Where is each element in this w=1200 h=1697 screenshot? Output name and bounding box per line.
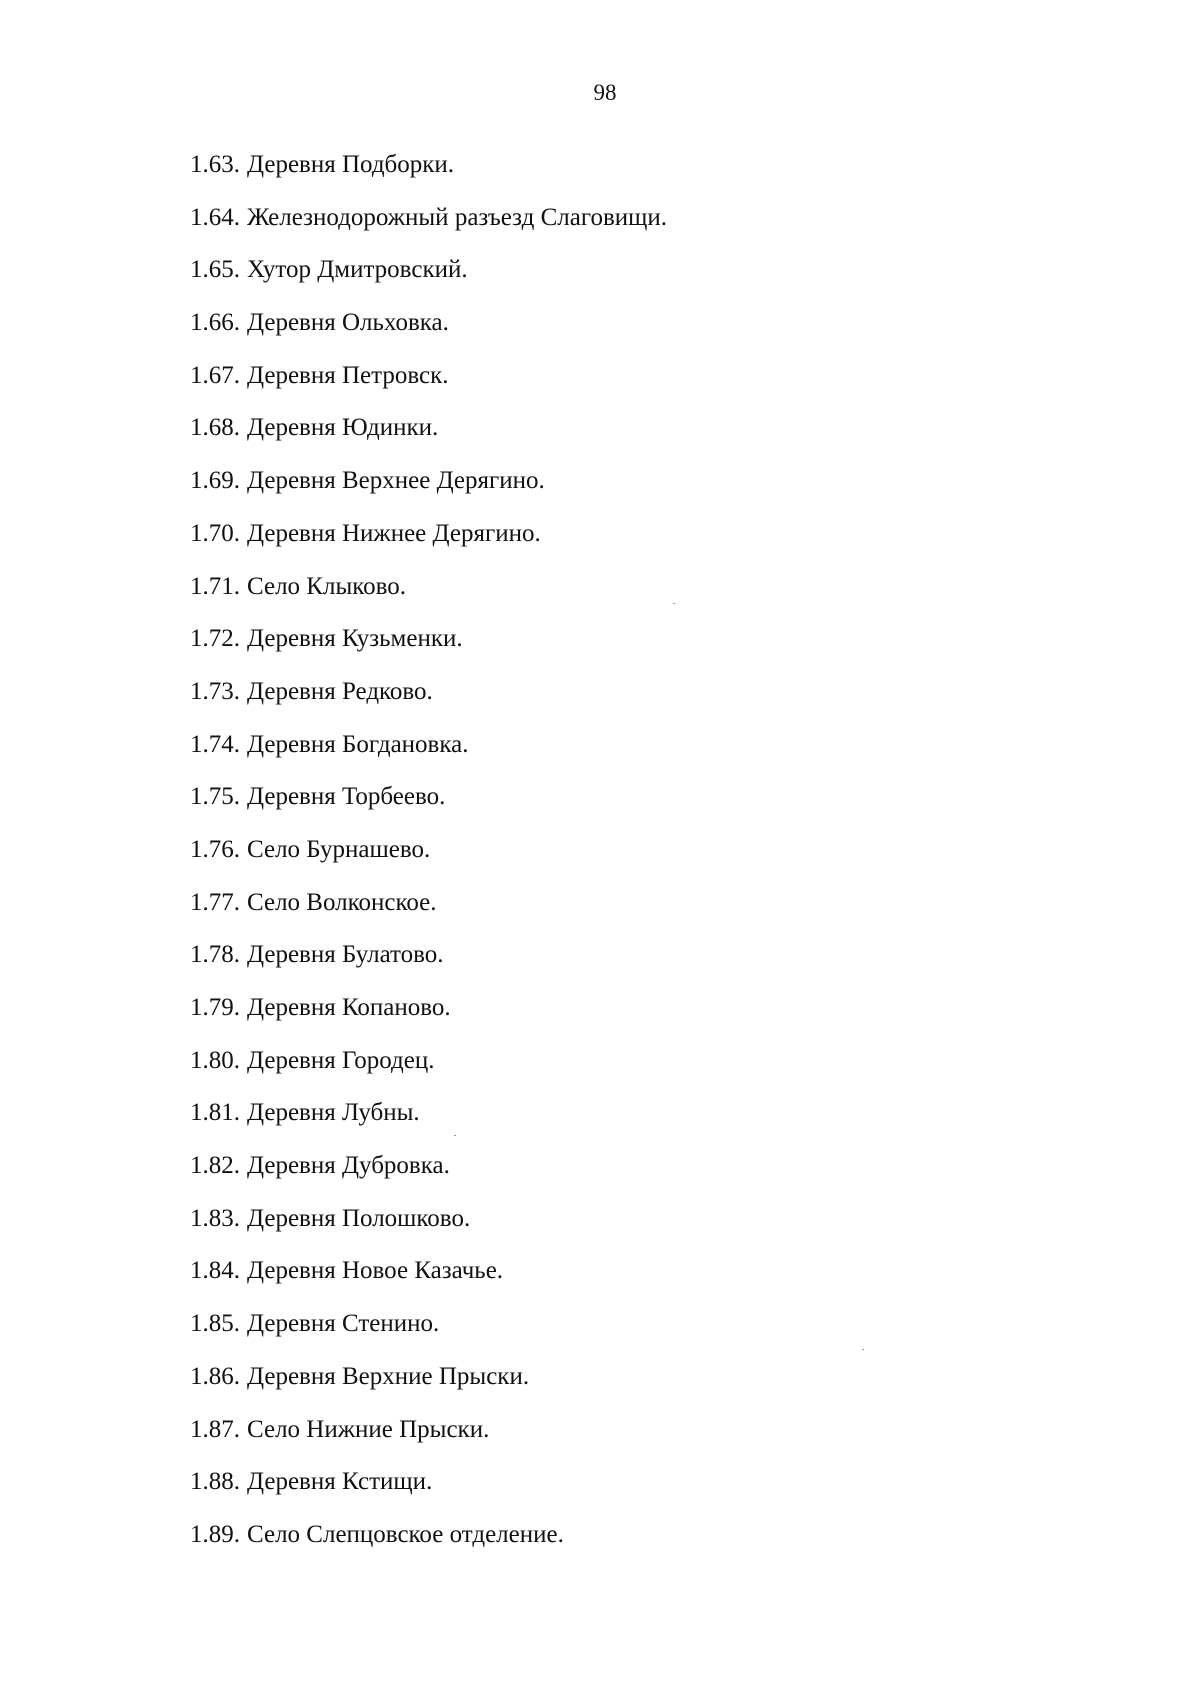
item-number: 1.72.	[190, 625, 240, 653]
item-text: Деревня Подборки.	[247, 151, 455, 178]
page-number: 98	[593, 80, 617, 105]
item-number: 1.64.	[190, 203, 240, 231]
list-item	[190, 466, 667, 519]
item-text: Деревня Дубровка.	[247, 1152, 450, 1180]
item-number: 1.84.	[190, 1257, 240, 1285]
item-text: Деревня Юдинки.	[247, 414, 439, 442]
list-item	[190, 1204, 667, 1257]
item-text: Деревня Городец.	[247, 1046, 435, 1074]
list-item	[190, 1046, 667, 1099]
item-text: Деревня Ольховка.	[247, 309, 449, 337]
item-number: 1.74.	[190, 730, 240, 758]
item-number: 1.67.	[190, 361, 240, 389]
item-number: 1.89.	[190, 1520, 240, 1548]
list-item	[190, 572, 667, 625]
scan-speck	[673, 603, 675, 604]
item-text: Деревня Верхнее Дерягино.	[247, 467, 545, 495]
item-number: 1.66.	[190, 309, 240, 337]
item-text: Деревня Петровск.	[247, 361, 449, 389]
item-number: 1.86.	[190, 1362, 240, 1390]
item-number: 1.81.	[190, 1099, 240, 1127]
item-text: Деревня Нижнее Дерягино.	[247, 519, 541, 547]
item-text: Деревня Редково.	[247, 677, 433, 705]
list-item	[190, 203, 667, 256]
list-item	[190, 1362, 667, 1415]
list-item	[190, 1151, 667, 1204]
item-text: Село Клыково.	[247, 572, 407, 600]
item-number: 1.80.	[190, 1046, 240, 1074]
list-item	[190, 730, 667, 783]
item-text: Село Слепцовское отделение.	[247, 1520, 564, 1548]
item-text: Деревня Стенино.	[247, 1310, 440, 1338]
item-text: Деревня Новое Казачье.	[247, 1257, 504, 1285]
item-text: Деревня Кузьменки.	[247, 625, 463, 653]
item-number: 1.73.	[190, 677, 240, 705]
item-number: 1.65.	[190, 256, 240, 284]
list-item	[190, 782, 667, 835]
item-text: Деревня Кстищи.	[247, 1468, 433, 1496]
item-text: Железнодорожный разъезд Слаговищи.	[247, 203, 668, 231]
list-item	[190, 993, 667, 1046]
item-text: Деревня Богдановка.	[247, 730, 469, 758]
item-number: 1.88.	[190, 1468, 240, 1496]
list-item	[190, 1256, 667, 1309]
list-item	[190, 308, 667, 361]
scan-speck	[862, 1349, 864, 1350]
item-number: 1.85.	[190, 1310, 240, 1338]
list-item	[190, 1415, 667, 1468]
item-number: 1.63.	[190, 151, 240, 178]
item-number: 1.78.	[190, 941, 240, 969]
item-number: 1.68.	[190, 414, 240, 442]
item-number: 1.70.	[190, 519, 240, 547]
item-text: Деревня Торбеево.	[247, 783, 446, 811]
scan-speck	[454, 1135, 456, 1136]
list-item	[190, 1309, 667, 1362]
item-text: Деревня Булатово.	[247, 941, 444, 969]
list-item	[190, 255, 667, 308]
list-item	[190, 519, 667, 572]
item-number: 1.77.	[190, 888, 240, 916]
item-text: Село Волконское.	[247, 888, 437, 916]
settlement-list	[190, 150, 667, 1573]
item-number: 1.79.	[190, 994, 240, 1021]
item-text: Деревня Верхние Прыски.	[247, 1362, 530, 1390]
item-text: Деревня Лубны.	[247, 1099, 420, 1127]
item-number: 1.76.	[190, 835, 240, 863]
item-number: 1.69.	[190, 467, 240, 495]
list-item	[190, 413, 667, 466]
list-item	[190, 677, 667, 730]
list-item	[190, 940, 667, 993]
list-item	[190, 888, 667, 941]
list-item	[190, 1098, 667, 1151]
item-text: Деревня Копаново.	[247, 994, 451, 1021]
list-item	[190, 361, 667, 414]
list-item	[190, 835, 667, 888]
list-item	[190, 1520, 667, 1573]
list-item	[190, 624, 667, 677]
item-text: Деревня Полошково.	[247, 1204, 471, 1232]
item-text: Хутор Дмитровский.	[247, 256, 468, 284]
item-number: 1.83.	[190, 1204, 240, 1232]
item-number: 1.75.	[190, 783, 240, 811]
item-number: 1.71.	[190, 572, 240, 600]
item-number: 1.87.	[190, 1415, 240, 1443]
item-text: Село Нижние Прыски.	[247, 1415, 490, 1443]
item-number: 1.82.	[190, 1152, 240, 1180]
list-item	[190, 1467, 667, 1520]
list-item	[190, 150, 667, 203]
item-text: Село Бурнашево.	[247, 835, 431, 863]
